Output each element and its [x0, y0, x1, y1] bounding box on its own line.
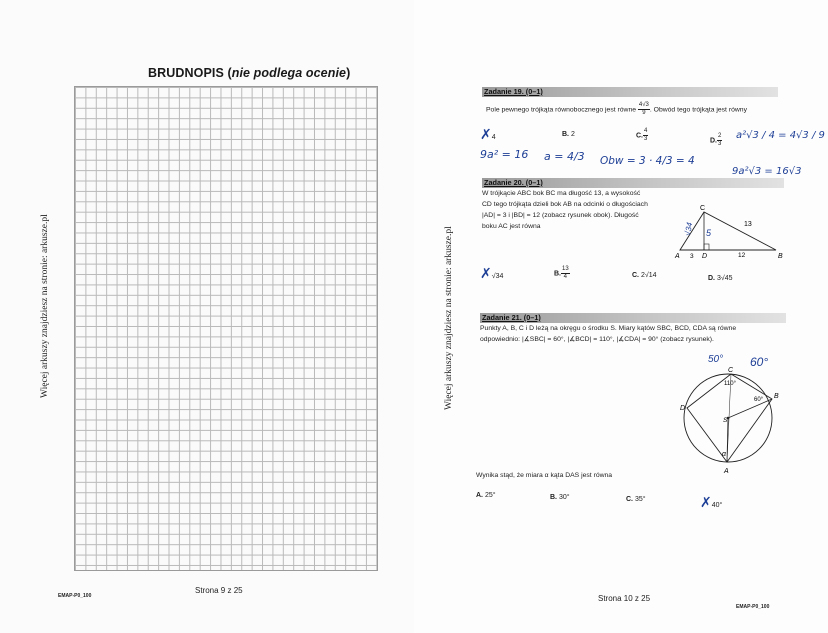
angle-110-label: 110°: [724, 381, 736, 387]
task19-option-c[interactable]: C. $\frac{4}{3}$: [636, 128, 648, 142]
right-footer-code: EMAP-P0_100: [736, 604, 770, 610]
task19-header: Zadanie 19. (0–1): [482, 87, 778, 97]
task19-question: Pole pewnego trójkąta równobocznego jest równe $\frac{4√3}{9}$ . Obwód tego trójkąta jest równy: [486, 102, 747, 116]
left-side-text: Więcej arkuszy znajdziesz na stronie: arkusze.pl: [40, 214, 50, 398]
point-c-label: C: [728, 367, 734, 374]
cross-mark-icon: ✗: [480, 127, 492, 143]
point-a-label: A: [724, 468, 729, 475]
task20-triangle-figure: [664, 200, 794, 262]
task20-option-c[interactable]: C. 2√14: [632, 272, 657, 279]
handwriting-50: 50°: [708, 354, 724, 365]
task21-final-question: Wynika stąd, że miara α kąta DAS jest równa: [476, 472, 613, 479]
task21-header: Zadanie 21. (0–1): [480, 313, 786, 323]
handwriting-60: 60°: [750, 355, 769, 369]
task20-option-d[interactable]: D. 3√45: [708, 275, 733, 282]
draft-grid: [74, 86, 378, 571]
point-b-label: B: [774, 393, 779, 400]
task20-option-b[interactable]: B. $\frac{13}{4}$: [554, 266, 569, 280]
right-angle-mark: [704, 244, 709, 250]
segment-db-label: 12: [738, 252, 746, 259]
task19-handwriting-2: a = 4/3: [544, 150, 585, 163]
draft-title: BRUDNOPIS (nie podlega ocenie): [148, 66, 351, 80]
task21-option-d[interactable]: ✗40°: [700, 495, 723, 511]
left-page-number: Strona 9 z 25: [195, 586, 243, 595]
side-bc-label: 13: [744, 221, 752, 228]
left-footer-code: EMAP-P0_100: [58, 593, 92, 599]
vertex-b-label: B: [778, 253, 783, 260]
task20-option-a[interactable]: ✗√34: [480, 266, 504, 282]
task21-option-a[interactable]: A. 25°: [476, 492, 496, 499]
right-page: [414, 0, 828, 633]
task21-option-b[interactable]: B. 30°: [550, 494, 570, 501]
right-page-number: Strona 10 z 25: [598, 594, 651, 603]
handwritten-ac-label: √34: [683, 221, 695, 237]
center-s-label: S: [723, 417, 728, 424]
triangle-abc: [680, 212, 776, 250]
cross-mark-icon: ✗: [480, 266, 492, 282]
task19-area-fraction: $\frac{4√3}{9}$: [638, 102, 649, 116]
segment-ad-label: 3: [690, 253, 694, 260]
angle-alpha-label: α: [722, 451, 726, 458]
task19-option-a[interactable]: ✗4: [480, 127, 496, 143]
task19-option-d[interactable]: D. $\frac{2}{3}$: [710, 133, 722, 147]
task19-handwriting-5: 9a²√3 = 16√3: [732, 166, 802, 177]
handwritten-cd-label: 5: [706, 228, 712, 238]
right-side-text: Więcej arkuszy znajdziesz na stronie: arkusze.pl: [444, 226, 454, 410]
vertex-c-label: C: [700, 205, 706, 212]
task19-handwriting-3: Obw = 3 · 4/3 = 4: [600, 155, 695, 167]
cross-mark-icon: ✗: [700, 495, 712, 511]
task20-header: Zadanie 20. (0–1): [482, 178, 784, 188]
task19-handwriting-1: 9a² = 16: [480, 148, 529, 161]
vertex-a-label: A: [675, 253, 680, 260]
task21-circle-figure: [672, 348, 802, 478]
vertex-d-label: D: [702, 253, 708, 260]
task21-question: Punkty A, B, C i D leżą na okręgu o środku S. Miary kątów SBC, BCD, CDA są równe odpowiednio: |∡SBC| = 60°, |∡BCD| = 110°, |∡CDA| = 90° (zobacz rysunek).: [480, 325, 737, 343]
task20-question: W trójkącie ABC bok BC ma długość 13, a wysokość CD tego trójkąta dzieli bok AB na odcinki o długościach |AD| = 3 i |BD| = 12 (zobacz rysunek obok). Długość boku AC jest równa: [482, 190, 648, 230]
point-d-label: D: [680, 405, 686, 412]
angle-60-label: 60°: [754, 397, 764, 403]
task19-option-b[interactable]: B. 2: [562, 131, 575, 138]
task21-option-c[interactable]: C. 35°: [626, 496, 646, 503]
task19-handwriting-4: a²√3 / 4 = 4√3 / 9: [736, 130, 825, 141]
